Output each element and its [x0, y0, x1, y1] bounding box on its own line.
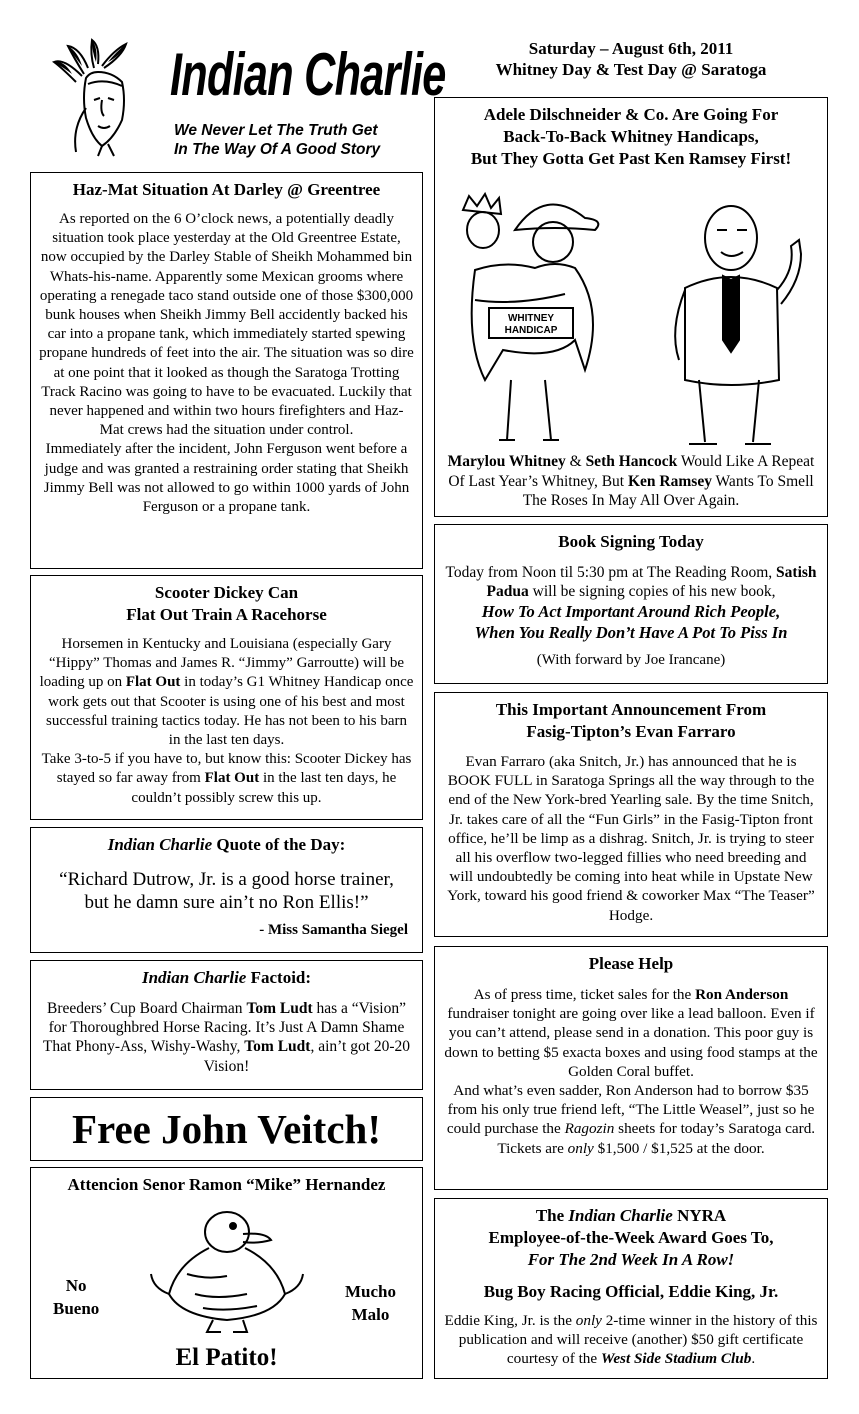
indian-head-logo: [42, 38, 162, 158]
cartoon-caption: Marylou Whitney & Seth Hancock Would Like A Repeat Of Last Year’s Whitney, But Ken Ramsey Wants To Smell The Roses In May All Over Again.: [447, 453, 815, 509]
article-whitney: [434, 97, 828, 517]
article-body: Tickets are only $1,500 / $1,525 at the door.: [497, 1139, 765, 1157]
banner-text: Free John Veitch!: [71, 1106, 381, 1152]
article-heading: Adele Dilschneider & Co. Are Going For Back-To-Back Whitney Handicaps, But They Gotta Get Past Ken Ramsey First!: [470, 105, 792, 168]
article-body: Immediately after the incident, John Ferguson went before a judge and was granted a restraining order stating that Sheikh Jimmy Bell was not allowed to go within 1000 yards of John Ferguson or a propane tank.: [43, 441, 410, 516]
quote-text: “Richard Dutrow, Jr. is a good horse trainer, but he damn sure ain’t no Ron Ellis!”: [59, 869, 394, 913]
article-heading: Indian Charlie Quote of the Day:: [107, 835, 346, 854]
book-note: (With forward by Joe Irancane): [536, 652, 726, 669]
article-fasig: [434, 692, 828, 937]
article-heading: Haz-Mat Situation At Darley @ Greentree: [72, 180, 381, 199]
issue-date: Saturday – August 6th, 2011 Whitney Day & Test Day @ Saratoga: [495, 39, 767, 79]
patito-caption: El Patito!: [175, 1344, 278, 1371]
trophy-label: WHITNEY: [507, 313, 555, 324]
please-help: [434, 946, 828, 1190]
article-body: Take 3-to-5 if you have to, but know this: Scooter Dickey has stayed so far away from Flat Out in the last ten days, he couldn’t possibly screw this up.: [41, 751, 412, 806]
award-winner: Bug Boy Racing Official, Eddie King, Jr.: [483, 1282, 779, 1301]
trophy-label: HANDICAP: [504, 325, 558, 336]
article-heading: The Indian Charlie NYRA Employee-of-the-Week Award Goes To, For The 2nd Week In A Row!: [488, 1206, 774, 1269]
article-heading: This Important Announcement From Fasig-Tipton’s Evan Farraro: [495, 700, 767, 741]
article-body: Today from Noon til 5:30 pm at The Reading Room, Satish Padua will be signing copies of his new book,: [445, 564, 817, 601]
patito-box: [30, 1167, 423, 1379]
article-body: Evan Farraro (aka Snitch, Jr.) has announced that he is BOOK FULL in Saratoga Springs all the way through to the end of the New York-bred Yearling sale. By the time Snitch, Jr. takes care of all the “Fun Girls” in the Fasig-Tipton front office, he’ll be limp as a dishrag. Snitch, Jr. is trying to steer all his overflow two-legged fillies who need breeding and will undoubtedly be coming into heat while in Upstate New York, toward his good friend & coworker Max “The Teaser” Hodge.: [447, 753, 815, 924]
cartoon-illustration: [455, 190, 805, 452]
veitch-banner: [30, 1097, 423, 1161]
mucho-malo-label: Mucho Malo: [345, 1282, 396, 1324]
no-bueno-label: No Bueno: [53, 1276, 100, 1318]
masthead-title: Indian Charlie: [170, 41, 446, 108]
article-body: As of press time, ticket sales for the Ron Anderson fundraiser tonight are going over like a lead balloon. Even if you can’t attend, please send in a donation. This poor guy is down to betting $5 exacta boxes and using food stamps at the Golden Coral buffet.: [444, 986, 818, 1080]
article-body: Horsemen in Kentucky and Louisiana (especially Gary “Hippy” Thomas and James R. “Jimmy” Garroutte) will be loading up on Flat Out in today’s G1 Whitney Handicap once work gets out that Scooter is using one of his best and most successful training tactics today. He has not been to his barn in the last ten days.: [39, 636, 414, 749]
duck-illustration: [147, 1204, 307, 1334]
article-heading: Book Signing Today: [558, 532, 704, 551]
factoid: [30, 960, 423, 1090]
article-body: As reported on the 6 O’clock news, a potentially deadly situation took place yesterday at the Old Greentree Estate, now occupied by the Darley Stable of Sheikh Mohammed bin Whats-his-name. Apparently some Mexican grooms where operating a renegade taco stand outside one of those $300,000 bunk houses when Sheikh Jimmy Bell accidently backed his car into a propane tank, which immediately started spewing propane hundreds of feet into the air. The situation was so dire at one point that it looked as though the Saratoga Trotting Track Racino was going to have to be evacuated. Luckily that never happened and within two hours firefighters and Haz-Mat crews had the situation under control.: [39, 211, 414, 439]
award-box: [434, 1198, 828, 1379]
article-hazmat: [30, 172, 423, 569]
article-heading: Scooter Dickey Can Flat Out Train A Racehorse: [126, 583, 327, 624]
article-heading: Indian Charlie Factoid:: [141, 968, 312, 987]
article-body: Eddie King, Jr. is the only 2-time winner in the history of this publication and will receive (another) $50 gift certificate courtesy of the West Side Stadium Club.: [444, 1312, 818, 1368]
quote-attribution: - Miss Samantha Siegel: [259, 922, 408, 938]
article-body: Breeders’ Cup Board Chairman Tom Ludt has a “Vision” for Thoroughbred Horse Racing. It’s Just A Damn Shame That Phony-Ass, Wishy-Washy, Tom Ludt, ain’t got 20-20 Vision!: [42, 1000, 411, 1075]
article-scooter: [30, 575, 423, 820]
masthead-tagline: We Never Let The Truth Get In The Way Of A Good Story: [174, 122, 381, 158]
book-signing: [434, 524, 828, 684]
article-heading: Please Help: [588, 954, 674, 973]
book-title: How To Act Important Around Rich People, When You Really Don’t Have A Pot To Piss In: [474, 602, 788, 643]
article-heading: Attencion Senor Ramon “Mike” Hernandez: [67, 1175, 386, 1194]
quote-of-the-day: [30, 827, 423, 953]
article-body: And what’s even sadder, Ron Anderson had to borrow $35 from his only true friend left, “The Little Weasel”, just so he could purchase the Ragozin sheets for today’s Saratoga card.: [446, 1082, 816, 1138]
